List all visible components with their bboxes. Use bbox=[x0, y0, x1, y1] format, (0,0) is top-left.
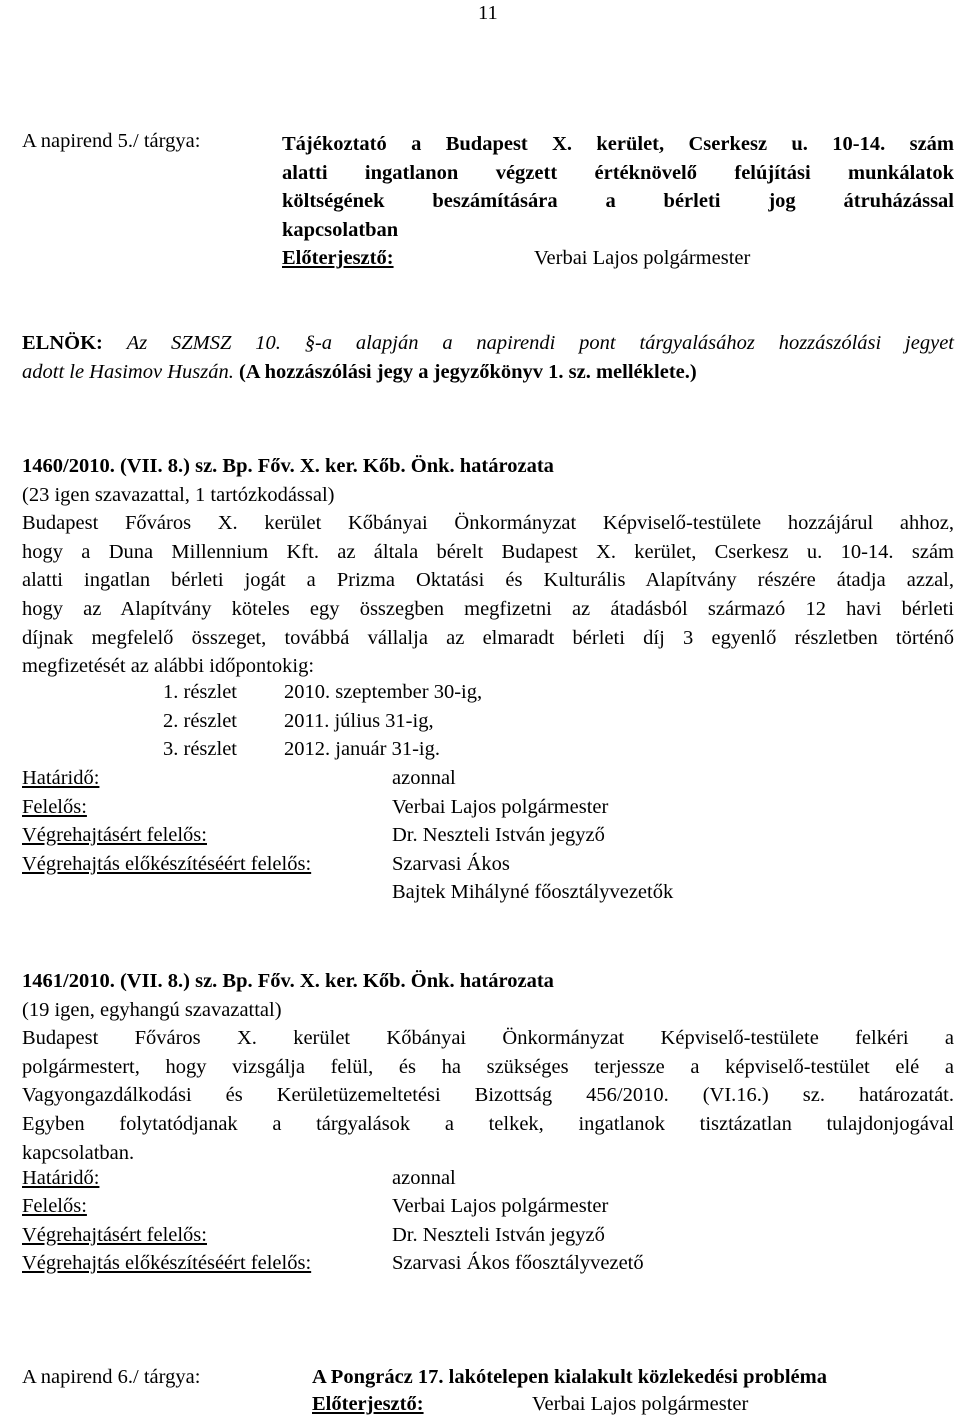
agenda-6-label: A napirend 6./ tárgya: bbox=[22, 1366, 201, 1388]
resolution-1460 bbox=[22, 452, 954, 681]
agenda-6-presenter-label: Előterjesztő: bbox=[312, 1393, 424, 1415]
responsibility-label: Felelős: bbox=[22, 796, 87, 818]
responsibility-label: Végrehajtás előkészítéséért felelős: bbox=[22, 1252, 312, 1274]
agenda-5-presenter-label: Előterjesztő: bbox=[282, 247, 394, 270]
resolution-body-line: polgármestert, hogy vizsgálja felül, és ha szükséges terjessze a képviselő-testület elé a bbox=[22, 1055, 954, 1078]
chair-line bbox=[22, 358, 954, 387]
page-number: 11 bbox=[478, 2, 498, 24]
resolution-body-line: hogy a Duna Millennium Kft. az általa bérelt Budapest X. kerület, Cserkesz u. 10-14. szám bbox=[22, 540, 954, 563]
resolution-vote: (19 igen, egyhangú szavazattal) bbox=[22, 998, 282, 1021]
responsibility-label: Végrehajtásért felelős: bbox=[22, 1224, 207, 1246]
resolution-vote: (23 igen szavazattal, 1 tartózkodással) bbox=[22, 483, 335, 506]
responsibility-value: azonnal bbox=[392, 767, 456, 789]
agenda-5-title-line: Tájékoztató a Budapest X. kerület, Cserkesz u. 10-14. szám bbox=[282, 133, 954, 155]
installment-date: 2010. szeptember 30-ig, bbox=[284, 681, 483, 703]
responsibility-label: Felelős: bbox=[22, 1195, 87, 1217]
installment-date: 2012. január 31-ig. bbox=[284, 738, 440, 760]
resolution-body-line: díjnak megfelelő összeget, továbbá vállalja az elmaradt bérleti díj 3 egyenlő részletben történő bbox=[22, 626, 954, 649]
responsibility-value: Dr. Neszteli István jegyző bbox=[392, 824, 605, 846]
resolution-heading: 1460/2010. (VII. 8.) sz. Bp. Főv. X. ker. Kőb. Önk. határozata bbox=[22, 455, 554, 477]
responsibility-label: Végrehajtásért felelős: bbox=[22, 824, 207, 846]
agenda-5-label: A napirend 5./ tárgya: bbox=[22, 130, 201, 152]
responsibility-label: Határidő: bbox=[22, 1167, 100, 1189]
installment-part: 2. részlet bbox=[163, 710, 237, 732]
resolution-body-line: Vagyongazdálkodási és Kerületüzemeltetési Bizottság 456/2010. (VI.16.) sz. határozatát. bbox=[22, 1084, 954, 1107]
chair-note: (A hozzászólási jegy a jegyzőkönyv 1. sz. melléklete.) bbox=[238, 360, 697, 383]
agenda-5-title-line: kapcsolatban bbox=[282, 218, 399, 241]
installment-date: 2011. július 31-ig, bbox=[284, 710, 434, 732]
responsibility-value: Dr. Neszteli István jegyző bbox=[392, 1224, 605, 1246]
responsibility-value: Verbai Lajos polgármester bbox=[392, 1195, 609, 1217]
agenda-5-title-line: költségének beszámítására a bérleti jog átruházással bbox=[282, 190, 954, 213]
agenda-5-block bbox=[282, 130, 954, 273]
chair-speaker: ELNÖK: bbox=[22, 332, 103, 354]
agenda-5-title-line: alatti ingatlanon végzett értéknövelő felújítási munkálatok bbox=[282, 161, 954, 184]
responsibility-label: Határidő: bbox=[22, 767, 100, 789]
installment-part: 3. részlet bbox=[163, 738, 237, 760]
resolution-body-line: Egyben folytatódjanak a tárgyalások a telkek, ingatlanok tisztázatlan tulajdonjogával bbox=[22, 1112, 954, 1135]
resolution-body-line: Budapest Főváros X. kerület Kőbányai Önkormányzat Képviselő-testülete hozzájárul ahhoz, bbox=[22, 512, 954, 535]
chair-text-2: adott le Hasimov Huszán. bbox=[22, 360, 234, 383]
resolution-body-line: kapcsolatban. bbox=[22, 1141, 135, 1164]
resolution-body-line: megfizetését az alábbi időpontokig: bbox=[22, 655, 315, 678]
chair-line bbox=[22, 329, 954, 358]
responsibility-value: Bajtek Mihályné főosztályvezetők bbox=[392, 881, 674, 903]
chair-text-1: Az SZMSZ 10. §-a alapján a napirendi pont tárgyalásához hozzászólási jegyet bbox=[126, 332, 954, 354]
responsibility-value: azonnal bbox=[392, 1167, 456, 1189]
responsibility-value: Verbai Lajos polgármester bbox=[392, 796, 609, 818]
agenda-5-presenter: Verbai Lajos polgármester bbox=[534, 247, 751, 270]
responsibility-value: Szarvasi Ákos főosztályvezető bbox=[392, 1252, 644, 1274]
resolution-body-line: alatti ingatlan bérleti jogát a Prizma Oktatási és Kulturális Alapítvány részére átadja azzal, bbox=[22, 569, 954, 592]
responsibility-label: Végrehajtás előkészítéséért felelős: bbox=[22, 853, 312, 875]
resolution-body-line: Budapest Főváros X. kerület Kőbányai Önkormányzat Képviselő-testülete felkéri a bbox=[22, 1027, 954, 1050]
agenda-6-title: A Pongrácz 17. lakótelepen kialakult közlekedési probléma bbox=[312, 1366, 827, 1388]
resolution-body-line: hogy az Alapítvány köteles egy összegben megfizetni az átadásból származó 12 havi bérleti bbox=[22, 597, 954, 620]
chair-statement bbox=[22, 329, 954, 386]
responsibility-value: Szarvasi Ákos bbox=[392, 853, 510, 875]
agenda-6-presenter: Verbai Lajos polgármester bbox=[532, 1393, 749, 1415]
installment-part: 1. részlet bbox=[163, 681, 237, 703]
resolution-1461 bbox=[22, 967, 954, 1167]
agenda-5-presenter-row bbox=[282, 244, 954, 273]
resolution-heading: 1461/2010. (VII. 8.) sz. Bp. Főv. X. ker. Kőb. Önk. határozata bbox=[22, 970, 554, 992]
